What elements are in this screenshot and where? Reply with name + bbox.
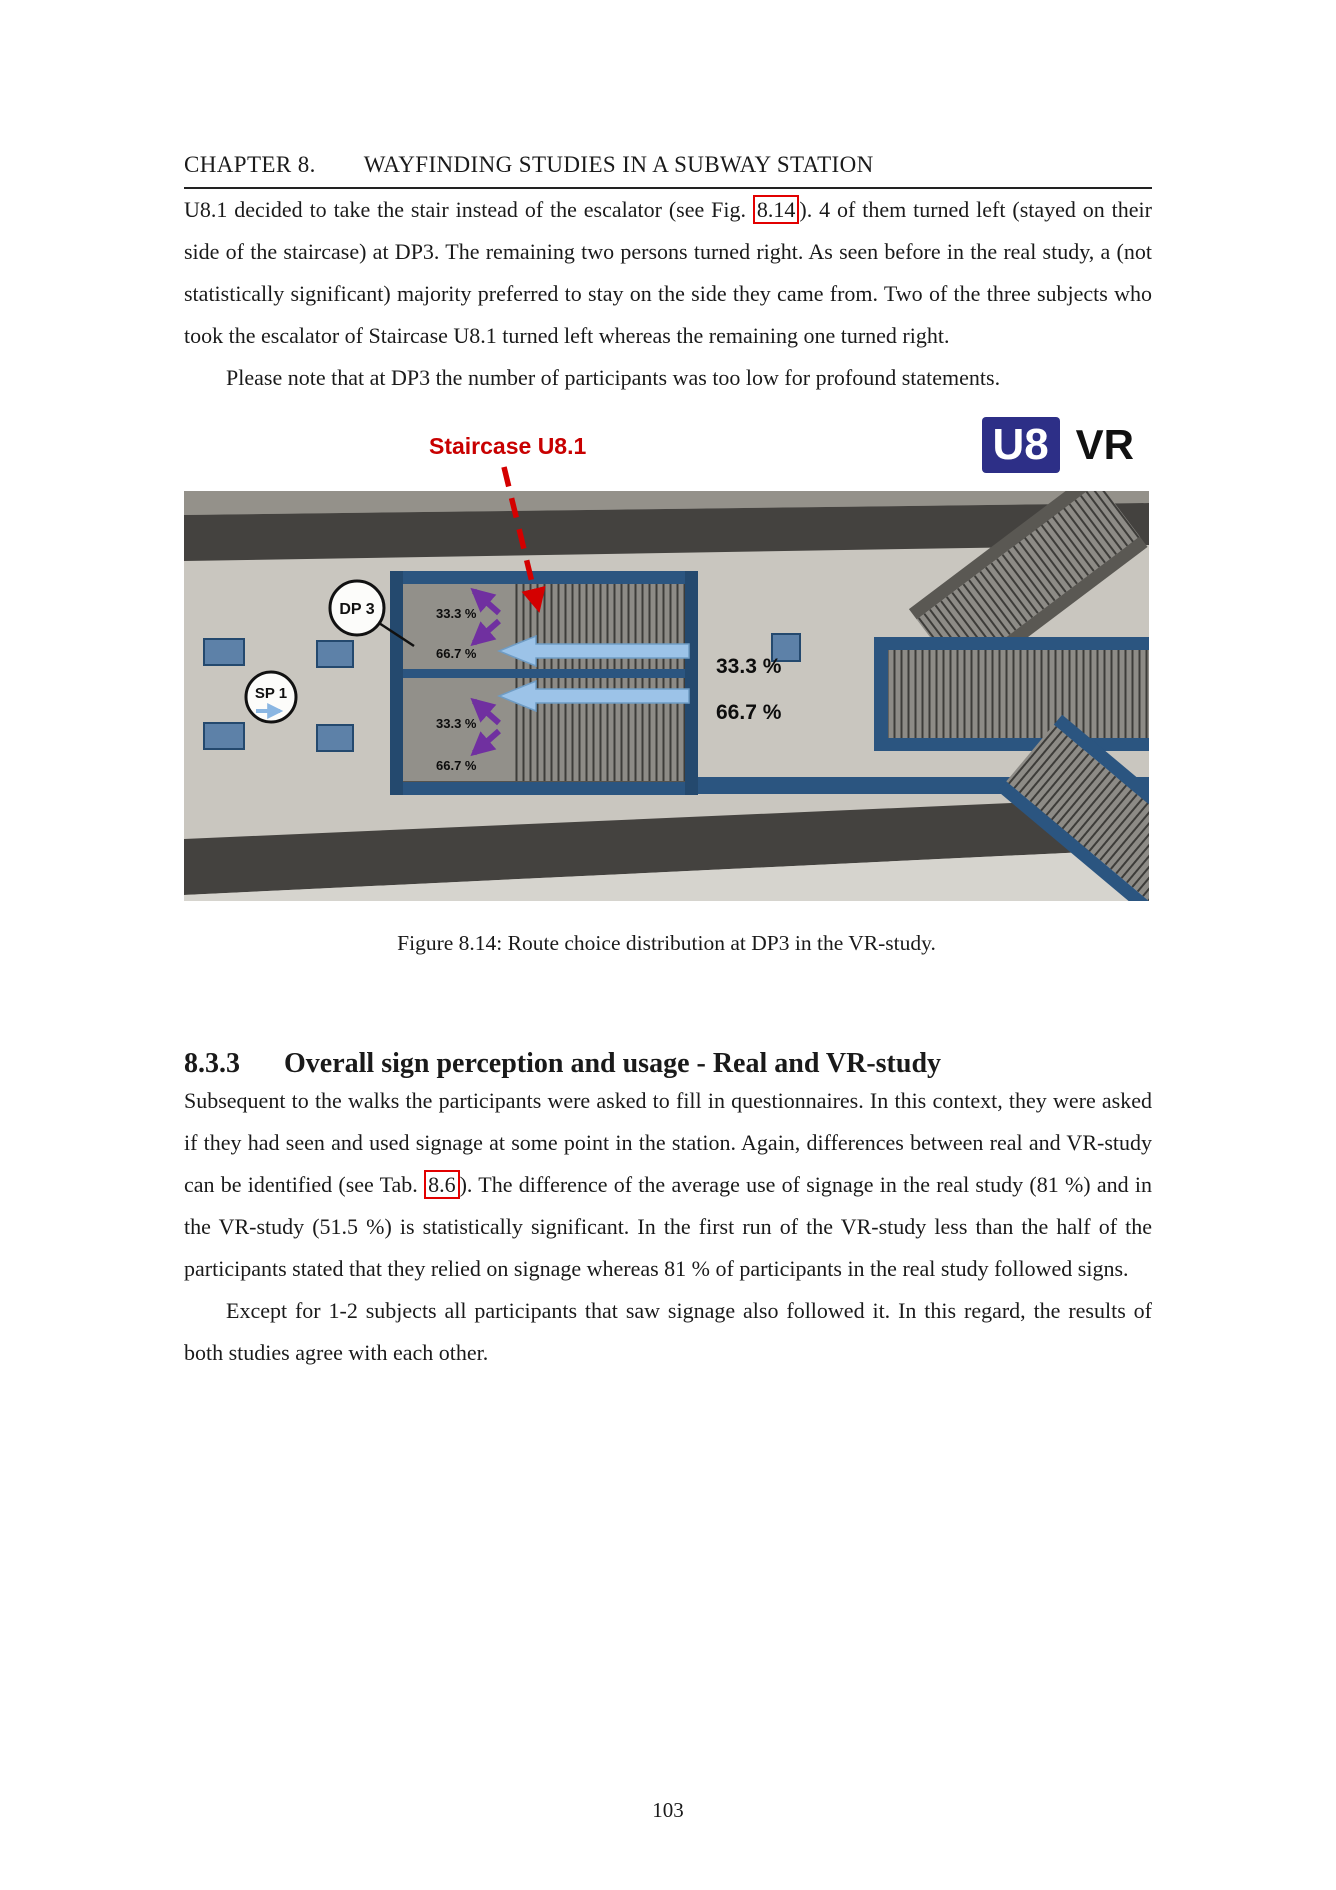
page-content xyxy=(184,152,1152,1374)
pct-upper-stair: 33.3 % xyxy=(436,606,477,621)
paragraph-4: Except for 1-2 subjects all participants that saw signage also followed it. In this regard, the results of both studies agree with each other. xyxy=(184,1298,1152,1365)
paragraph-3-text: Subsequent to the walks the participants were asked to fill in questionnaires. In this context, they were asked if they had seen and used signage at some point in the station. Again, differences between real and VR-study can be identified (see Tab. xyxy=(184,1088,1152,1197)
pct-lower-stair: 33.3 % xyxy=(436,716,477,731)
paragraph-1-text-cont: ). 4 of them turned left (stayed on their side of the staircase) at DP3. The remaining two persons turned right. As seen before in the real study, a (not statistically significant) majority preferred to stay on the side they came from. Two of the three subjects who took the escalator of Staircase U8.1 turned left whereas the remaining one turned right. xyxy=(184,197,1152,348)
running-header xyxy=(184,152,1152,189)
sp1-marker xyxy=(246,672,296,722)
section-title: Overall sign perception and usage - Real and VR-study xyxy=(284,1048,942,1079)
figure-8-14 xyxy=(184,417,1149,956)
paragraph-3 xyxy=(184,1080,1152,1290)
table-reference-link[interactable]: 8.6 xyxy=(424,1170,460,1199)
escalator-right xyxy=(874,637,1149,751)
pct-upper-escalator: 66.7 % xyxy=(436,646,477,661)
u8-line-badge: U8 xyxy=(982,417,1060,473)
figure-reference-link[interactable]: 8.14 xyxy=(753,195,800,224)
running-header-title: WAYFINDING STUDIES IN A SUBWAY STATION xyxy=(363,152,874,177)
figure-caption: Figure 8.14: Route choice distribution at DP3 in the VR-study. xyxy=(397,931,936,955)
dp3-label: DP 3 xyxy=(339,601,375,618)
sp1-label: SP 1 xyxy=(254,685,288,702)
figure-annotation-row xyxy=(184,417,1149,491)
station-diagram xyxy=(184,491,1149,901)
paragraph-2: Please note that at DP3 the number of participants was too low for profound statements. xyxy=(226,365,1001,390)
vr-study-label: VR xyxy=(1075,421,1134,468)
pct-main-upper: 33.3 % xyxy=(716,655,782,678)
staircase-annotation-label: Staircase U8.1 xyxy=(429,433,587,459)
page-number: 103 xyxy=(652,1798,684,1822)
paragraph-1-text: U8.1 decided to take the stair instead of the escalator (see Fig. xyxy=(184,197,753,222)
section-number: 8.3.3 xyxy=(184,1048,240,1079)
section-heading xyxy=(184,1048,1152,1080)
paragraph-1 xyxy=(184,189,1152,357)
figure-logos xyxy=(982,417,1134,473)
pct-main-lower: 66.7 % xyxy=(716,701,782,724)
pct-lower-escalator: 66.7 % xyxy=(436,758,477,773)
paragraph-3-text-cont: ). The difference of the average use of signage in the real study (81 %) and in the VR-study (51.5 %) is statistically significant. In the first run of the VR-study less than the half of the participants stated that they relied on signage whereas 81 % of participants in the real study followed signs. xyxy=(184,1172,1152,1281)
running-header-chapter: CHAPTER 8. xyxy=(184,152,316,177)
